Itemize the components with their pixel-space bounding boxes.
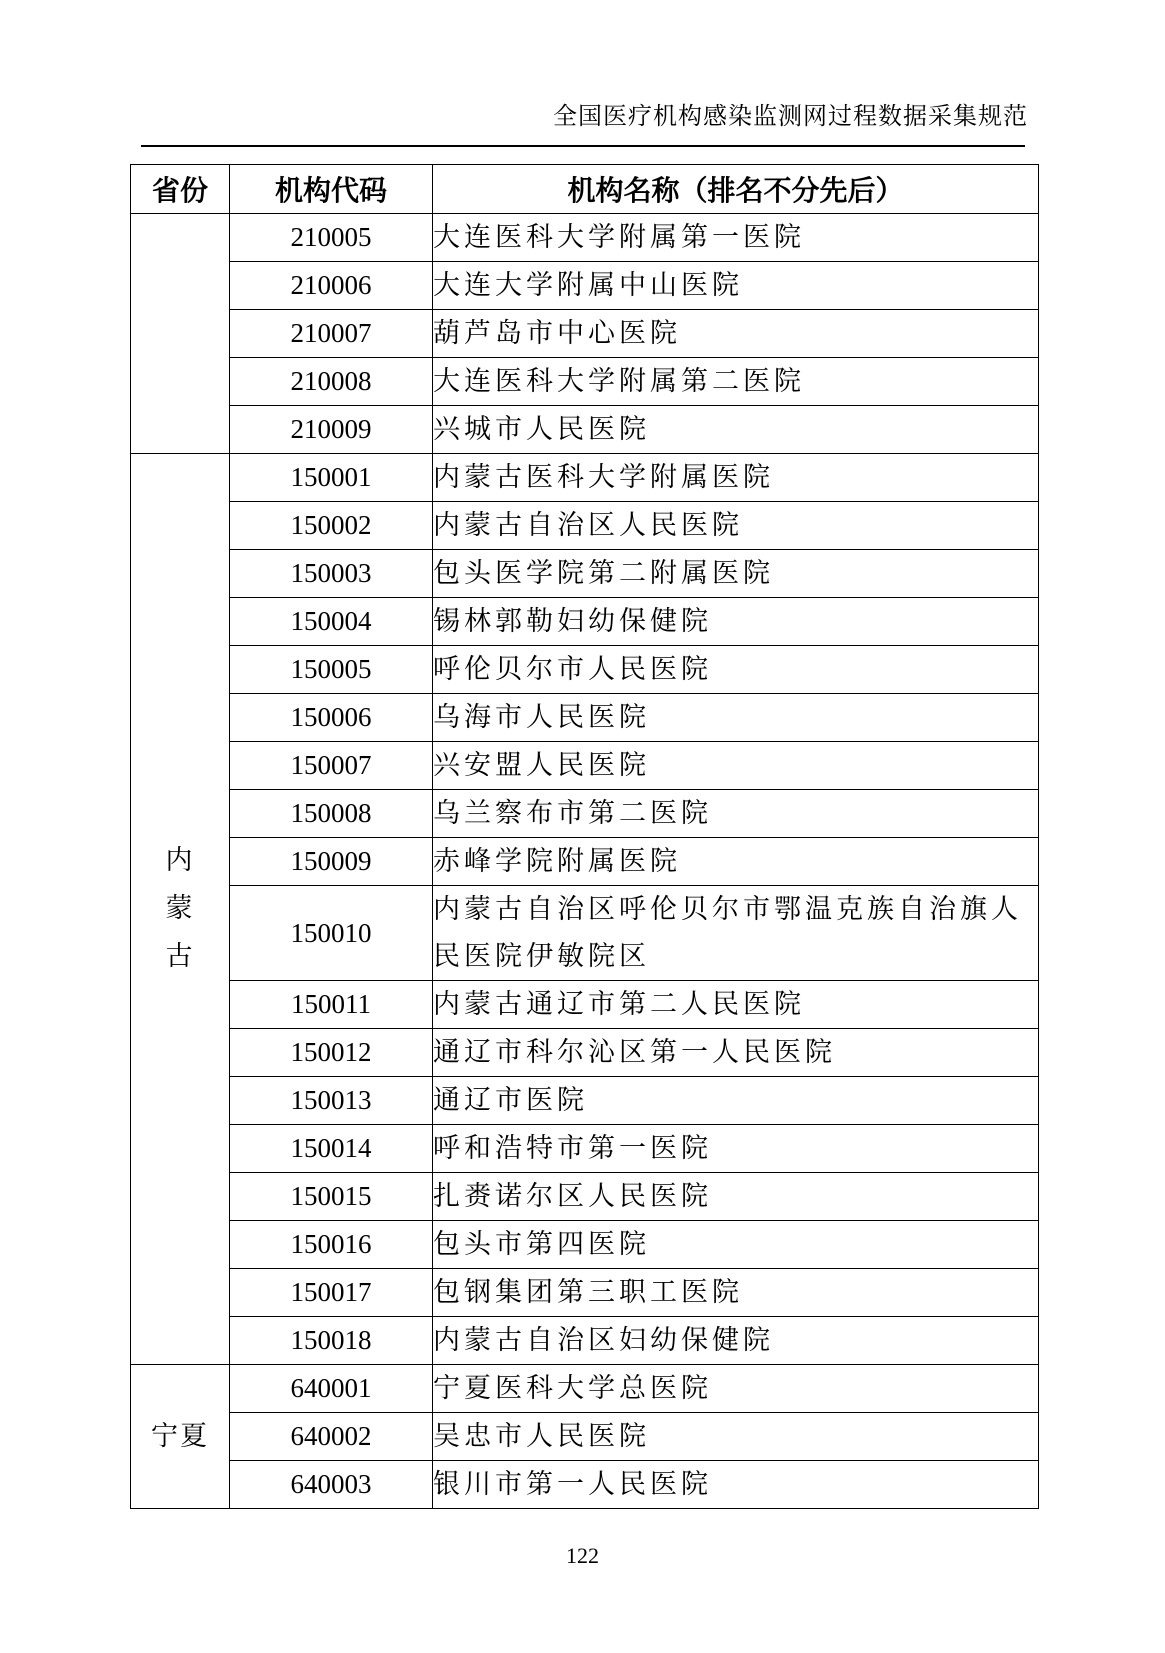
institution-name: 葫芦岛市中心医院 xyxy=(433,310,1039,358)
institution-code: 150011 xyxy=(230,981,433,1029)
institution-name: 银川市第一人民医院 xyxy=(433,1461,1039,1509)
table-row xyxy=(131,454,1039,502)
institution-name: 乌兰察布市第二医院 xyxy=(433,790,1039,838)
table-row xyxy=(131,1173,1039,1221)
table-row xyxy=(131,1365,1039,1413)
institution-name: 通辽市科尔沁区第一人民医院 xyxy=(433,1029,1039,1077)
institution-code: 150014 xyxy=(230,1125,433,1173)
table-row xyxy=(131,1029,1039,1077)
institution-code: 150012 xyxy=(230,1029,433,1077)
institution-name: 包头市第四医院 xyxy=(433,1221,1039,1269)
institution-code: 640002 xyxy=(230,1413,433,1461)
table-header-row xyxy=(131,165,1039,214)
institution-code: 150003 xyxy=(230,550,433,598)
institution-code: 150009 xyxy=(230,838,433,886)
province-cell xyxy=(131,454,230,1365)
province-label: 内蒙古 xyxy=(165,845,195,972)
column-header-code: 机构代码 xyxy=(230,165,433,214)
institution-code: 150002 xyxy=(230,502,433,550)
institution-code: 150006 xyxy=(230,694,433,742)
table-row xyxy=(131,502,1039,550)
table-row xyxy=(131,646,1039,694)
institution-code: 640003 xyxy=(230,1461,433,1509)
institution-code: 640001 xyxy=(230,1365,433,1413)
institution-code: 150016 xyxy=(230,1221,433,1269)
institution-code: 150007 xyxy=(230,742,433,790)
institution-name: 宁夏医科大学总医院 xyxy=(433,1365,1039,1413)
table-row xyxy=(131,742,1039,790)
institution-code: 150017 xyxy=(230,1269,433,1317)
institution-name: 大连医科大学附属第一医院 xyxy=(433,214,1039,262)
table-row xyxy=(131,1269,1039,1317)
header-divider xyxy=(141,145,1025,147)
institution-code: 150004 xyxy=(230,598,433,646)
table-body xyxy=(131,214,1039,1509)
table-row xyxy=(131,310,1039,358)
table-row xyxy=(131,1077,1039,1125)
column-header-name: 机构名称（排名不分先后） xyxy=(433,165,1039,214)
table-row xyxy=(131,1413,1039,1461)
province-cell xyxy=(131,1365,230,1509)
table-row xyxy=(131,1317,1039,1365)
institution-code: 150015 xyxy=(230,1173,433,1221)
institution-code: 150005 xyxy=(230,646,433,694)
institution-code: 150013 xyxy=(230,1077,433,1125)
institution-name: 内蒙古通辽市第二人民医院 xyxy=(433,981,1039,1029)
institution-code: 150018 xyxy=(230,1317,433,1365)
table-row xyxy=(131,214,1039,262)
table-row xyxy=(131,1125,1039,1173)
institution-name: 内蒙古医科大学附属医院 xyxy=(433,454,1039,502)
institution-code: 210009 xyxy=(230,406,433,454)
institution-code: 210006 xyxy=(230,262,433,310)
province-label: 宁夏 xyxy=(151,1420,209,1452)
institution-name: 大连医科大学附属第二医院 xyxy=(433,358,1039,406)
table-row xyxy=(131,598,1039,646)
institution-code: 210008 xyxy=(230,358,433,406)
table-row xyxy=(131,1461,1039,1509)
province-cell xyxy=(131,214,230,454)
institution-name: 内蒙古自治区人民医院 xyxy=(433,502,1039,550)
institution-name: 包头医学院第二附属医院 xyxy=(433,550,1039,598)
institution-code: 210007 xyxy=(230,310,433,358)
institution-name: 呼伦贝尔市人民医院 xyxy=(433,646,1039,694)
institution-code: 210005 xyxy=(230,214,433,262)
institution-name: 兴城市人民医院 xyxy=(433,406,1039,454)
institution-name: 内蒙古自治区呼伦贝尔市鄂温克族自治旗人民医院伊敏院区 xyxy=(433,886,1039,981)
institution-name: 通辽市医院 xyxy=(433,1077,1039,1125)
table-row xyxy=(131,358,1039,406)
institution-name: 扎赉诺尔区人民医院 xyxy=(433,1173,1039,1221)
column-header-province: 省份 xyxy=(131,165,230,214)
running-header-title: 全国医疗机构感染监测网过程数据采集规范 xyxy=(553,102,1028,130)
institution-code: 150010 xyxy=(230,886,433,981)
institution-name: 内蒙古自治区妇幼保健院 xyxy=(433,1317,1039,1365)
institution-name: 赤峰学院附属医院 xyxy=(433,838,1039,886)
institution-name: 包钢集团第三职工医院 xyxy=(433,1269,1039,1317)
table-row xyxy=(131,694,1039,742)
table-row xyxy=(131,406,1039,454)
institution-table xyxy=(130,164,1039,1509)
table-row xyxy=(131,886,1039,981)
table-row xyxy=(131,790,1039,838)
institution-name: 呼和浩特市第一医院 xyxy=(433,1125,1039,1173)
table-row xyxy=(131,550,1039,598)
institution-code: 150001 xyxy=(230,454,433,502)
page-number: 122 xyxy=(566,1543,599,1568)
institution-name: 兴安盟人民医院 xyxy=(433,742,1039,790)
table-row xyxy=(131,262,1039,310)
institution-name: 吴忠市人民医院 xyxy=(433,1413,1039,1461)
institution-name: 锡林郭勒妇幼保健院 xyxy=(433,598,1039,646)
table-row xyxy=(131,1221,1039,1269)
table-row xyxy=(131,838,1039,886)
institution-code: 150008 xyxy=(230,790,433,838)
institution-name: 乌海市人民医院 xyxy=(433,694,1039,742)
institution-name: 大连大学附属中山医院 xyxy=(433,262,1039,310)
table-row xyxy=(131,981,1039,1029)
